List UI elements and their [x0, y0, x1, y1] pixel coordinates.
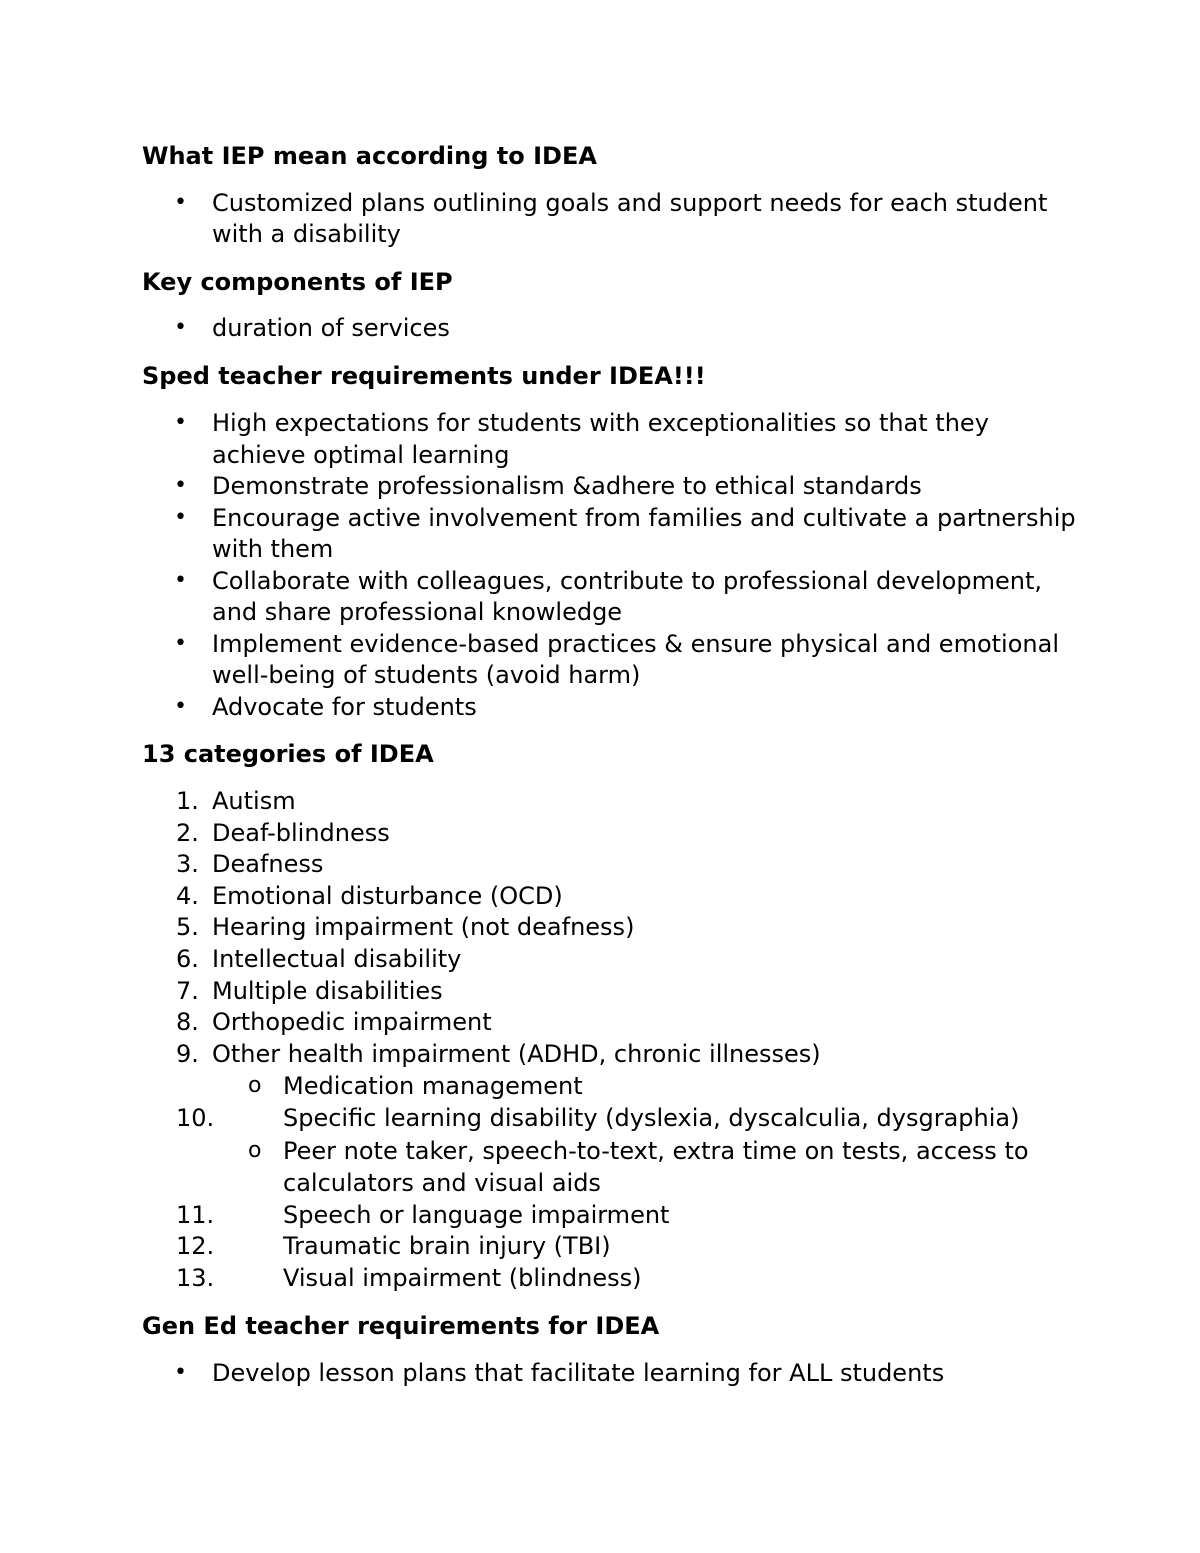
- bullet-marker: •: [174, 631, 187, 656]
- list-item-text: duration of services: [212, 314, 450, 342]
- heading-sped-teacher: Sped teacher requirements under IDEA!!!: [142, 362, 706, 390]
- bullet-marker: •: [174, 190, 187, 215]
- list-item-text: well-being of students (avoid harm): [212, 661, 641, 689]
- list-item-text: achieve optimal learning: [212, 441, 510, 469]
- list-item-text: Visual impairment (blindness): [283, 1264, 642, 1292]
- list-number: 3.: [176, 850, 199, 878]
- list-item-text: Specific learning disability (dyslexia, dyscalculia, dysgraphia): [283, 1104, 1020, 1132]
- list-item-text: Demonstrate professionalism &adhere to ethical standards: [212, 472, 922, 500]
- list-number: 4.: [176, 882, 199, 910]
- list-number: 10.: [176, 1104, 215, 1132]
- list-number: 12.: [176, 1232, 215, 1260]
- sub-bullet-marker: o: [248, 1073, 262, 1098]
- list-item-text: Autism: [212, 787, 296, 815]
- list-item-text: calculators and visual aids: [283, 1169, 601, 1197]
- list-item-text: Advocate for students: [212, 693, 477, 721]
- list-item-text: Encourage active involvement from families and cultivate a partnership: [212, 504, 1076, 532]
- list-item-text: Peer note taker, speech-to-text, extra time on tests, access to: [283, 1137, 1029, 1165]
- list-item-text: Collaborate with colleagues, contribute to professional development,: [212, 567, 1042, 595]
- bullet-marker: •: [174, 473, 187, 498]
- heading-13-categories: 13 categories of IDEA: [142, 740, 434, 768]
- list-item-text: Speech or language impairment: [283, 1201, 670, 1229]
- bullet-marker: •: [174, 410, 187, 435]
- list-number: 6.: [176, 945, 199, 973]
- list-item-text: Deafness: [212, 850, 324, 878]
- list-item-text: Medication management: [283, 1072, 583, 1100]
- list-item-text: Other health impairment (ADHD, chronic illnesses): [212, 1040, 821, 1068]
- list-item-text: and share professional knowledge: [212, 598, 623, 626]
- list-number: 13.: [176, 1264, 215, 1292]
- list-item-text: High expectations for students with exceptionalities so that they: [212, 409, 989, 437]
- list-item-text: Hearing impairment (not deafness): [212, 913, 635, 941]
- bullet-marker: •: [174, 568, 187, 593]
- sub-bullet-marker: o: [248, 1138, 262, 1163]
- list-item-text: Emotional disturbance (OCD): [212, 882, 563, 910]
- list-item-text: Implement evidence-based practices & ensure physical and emotional: [212, 630, 1059, 658]
- bullet-marker: •: [174, 694, 187, 719]
- list-item-text: Orthopedic impairment: [212, 1008, 492, 1036]
- list-item-text: Develop lesson plans that facilitate learning for ALL students: [212, 1359, 945, 1387]
- list-number: 5.: [176, 913, 199, 941]
- bullet-marker: •: [174, 505, 187, 530]
- bullet-marker: •: [174, 1360, 187, 1385]
- list-number: 8.: [176, 1008, 199, 1036]
- list-item-text: Traumatic brain injury (TBI): [283, 1232, 611, 1260]
- list-item-text: with them: [212, 535, 334, 563]
- heading-key-components: Key components of IEP: [142, 268, 453, 296]
- list-item-text: Customized plans outlining goals and support needs for each student: [212, 189, 1048, 217]
- list-item-text: Multiple disabilities: [212, 977, 443, 1005]
- heading-what-iep: What IEP mean according to IDEA: [142, 142, 597, 170]
- list-number: 11.: [176, 1201, 215, 1229]
- list-number: 7.: [176, 977, 199, 1005]
- list-item-text: Intellectual disability: [212, 945, 462, 973]
- list-number: 2.: [176, 819, 199, 847]
- list-item-text: Deaf-blindness: [212, 819, 390, 847]
- heading-gen-ed-teacher: Gen Ed teacher requirements for IDEA: [142, 1312, 660, 1340]
- bullet-marker: •: [174, 315, 187, 340]
- list-number: 1.: [176, 787, 199, 815]
- list-item-text: with a disability: [212, 220, 401, 248]
- list-number: 9.: [176, 1040, 199, 1068]
